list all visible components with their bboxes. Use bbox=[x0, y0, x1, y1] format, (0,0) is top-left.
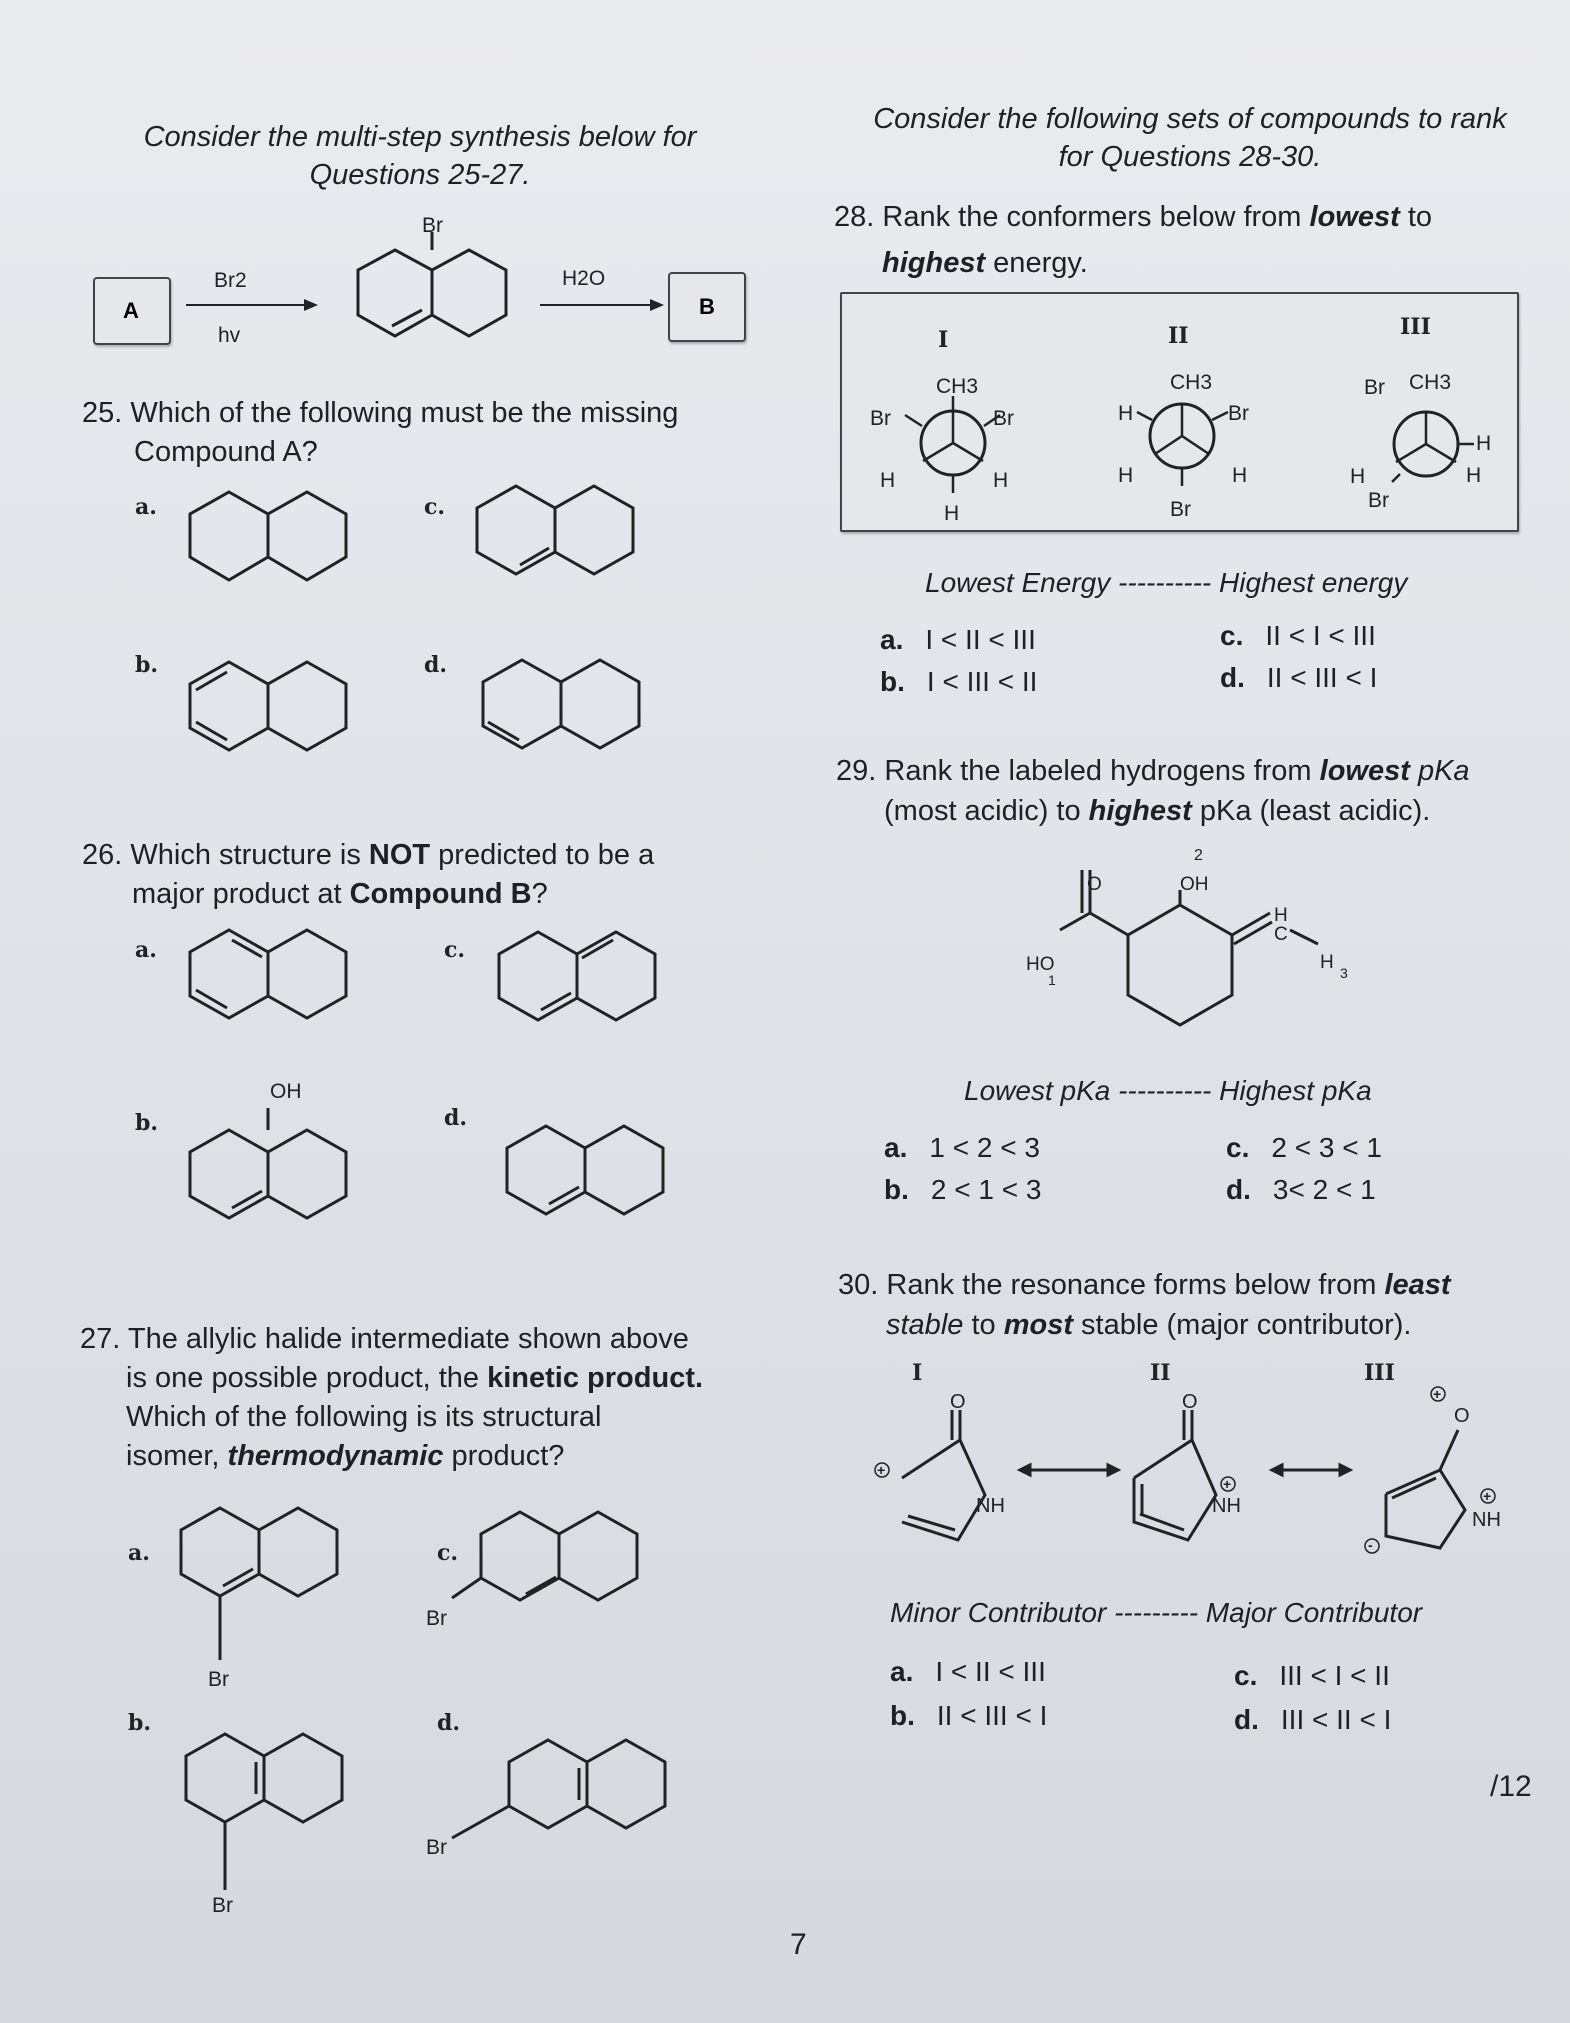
q29-scale: Lowest pKa ---------- Highest pKa bbox=[964, 1075, 1372, 1106]
q29-line2: (most acidic) to highest pKa (least acidic). bbox=[884, 795, 1431, 827]
q26-line2: major product at Compound B? bbox=[132, 878, 548, 910]
q28-answer-b[interactable]: b. I < III < II bbox=[880, 666, 1038, 697]
compound-b-box: B bbox=[668, 272, 746, 342]
svg-text:HO: HO bbox=[1026, 954, 1055, 975]
q28-scale: Lowest Energy ---------- Highest energy bbox=[925, 567, 1408, 598]
q28-text: 28. Rank the conformers below from lowest to bbox=[834, 201, 1433, 233]
svg-text:Br: Br bbox=[208, 1668, 229, 1691]
q25-option-a[interactable]: a. bbox=[135, 494, 157, 520]
q30-line2: stable to most stable (major contributor). bbox=[886, 1309, 1412, 1341]
q25-option-b[interactable]: b. bbox=[135, 652, 159, 678]
q27-line3: Which of the following is its structural bbox=[126, 1401, 602, 1433]
svg-text:H: H bbox=[1232, 464, 1248, 487]
q30-answer-b[interactable]: b. II < III < I bbox=[890, 1700, 1048, 1731]
q27-option-c[interactable]: c. bbox=[437, 1540, 459, 1566]
q27-text: 27. The allylic halide intermediate shown above bbox=[80, 1323, 689, 1355]
compound-a-box: A bbox=[93, 277, 171, 345]
svg-text:+: + bbox=[1483, 1488, 1492, 1504]
svg-text:H: H bbox=[1466, 464, 1482, 487]
q28-line2: highest energy. bbox=[882, 247, 1088, 279]
svg-text:Br: Br bbox=[870, 407, 891, 430]
svg-text:Br: Br bbox=[426, 1607, 447, 1630]
svg-text:III: III bbox=[1364, 1360, 1395, 1386]
svg-text:H: H bbox=[1118, 464, 1134, 487]
svg-text:2: 2 bbox=[1194, 847, 1203, 864]
svg-text:H: H bbox=[944, 502, 960, 525]
svg-text:Br: Br bbox=[1170, 498, 1191, 521]
q30-answer-a[interactable]: a. I < II < III bbox=[890, 1656, 1046, 1687]
q26-option-b[interactable]: b. bbox=[135, 1110, 159, 1136]
q30-answer-c[interactable]: c. III < I < II bbox=[1234, 1660, 1390, 1691]
q27-line2: is one possible product, the kinetic product. bbox=[126, 1362, 704, 1394]
svg-text:OH: OH bbox=[1180, 874, 1209, 895]
q26-option-d[interactable]: d. bbox=[444, 1105, 468, 1131]
reagent-br2: Br2 bbox=[214, 269, 247, 292]
q28-answer-a[interactable]: a. I < II < III bbox=[880, 624, 1036, 655]
q26-option-c[interactable]: c. bbox=[444, 937, 466, 963]
page-number: 7 bbox=[790, 1928, 807, 1961]
svg-text:O: O bbox=[1182, 1391, 1198, 1413]
svg-text:H: H bbox=[1476, 432, 1492, 455]
svg-text:+: + bbox=[877, 1462, 886, 1478]
svg-text:H: H bbox=[880, 469, 896, 492]
svg-text:H: H bbox=[1320, 952, 1334, 973]
q28-answer-d[interactable]: d. II < III < I bbox=[1220, 662, 1378, 693]
q29-answer-d[interactable]: d. 3< 2 < 1 bbox=[1226, 1174, 1376, 1205]
q29-answer-b[interactable]: b. 2 < 1 < 3 bbox=[884, 1174, 1042, 1205]
svg-text:NH: NH bbox=[1472, 1509, 1501, 1531]
svg-text:Br: Br bbox=[1228, 402, 1249, 425]
svg-text:Br: Br bbox=[993, 407, 1014, 430]
q26-text: 26. Which structure is NOT predicted to be a bbox=[82, 839, 655, 871]
svg-text:CH3: CH3 bbox=[1170, 371, 1213, 394]
svg-text:O: O bbox=[1454, 1405, 1470, 1427]
svg-text:C: C bbox=[1274, 924, 1288, 945]
svg-text:Br: Br bbox=[422, 214, 443, 237]
svg-text:O: O bbox=[1087, 874, 1102, 895]
q25-option-c[interactable]: c. bbox=[424, 494, 446, 520]
svg-text:Br: Br bbox=[212, 1894, 233, 1917]
svg-text:CH3: CH3 bbox=[936, 375, 979, 398]
q25-option-d[interactable]: d. bbox=[424, 652, 448, 678]
q29-answer-c[interactable]: c. 2 < 3 < 1 bbox=[1226, 1132, 1382, 1163]
svg-text:O: O bbox=[950, 1391, 966, 1413]
q27-line4: isomer, thermodynamic product? bbox=[126, 1440, 565, 1472]
reagent-hv: hv bbox=[218, 324, 241, 347]
svg-text:I: I bbox=[938, 327, 949, 353]
svg-text:+: + bbox=[1223, 1476, 1232, 1492]
q30-scale: Minor Contributor --------- Major Contributor bbox=[890, 1597, 1423, 1628]
q27-option-a[interactable]: a. bbox=[128, 1540, 150, 1566]
q29-text: 29. Rank the labeled hydrogens from lowest pKa bbox=[836, 755, 1470, 787]
svg-text:3: 3 bbox=[1340, 965, 1348, 981]
svg-text:Br: Br bbox=[1364, 376, 1385, 399]
left-header: Consider the multi-step synthesis below for Questions 25-27. bbox=[143, 121, 697, 191]
svg-text:Br: Br bbox=[1368, 489, 1389, 512]
q29-answer-a[interactable]: a. 1 < 2 < 3 bbox=[884, 1132, 1040, 1163]
svg-text:NH: NH bbox=[976, 1495, 1005, 1517]
svg-text:H: H bbox=[1118, 402, 1134, 425]
q27-option-b[interactable]: b. bbox=[128, 1710, 152, 1736]
svg-text:+: + bbox=[1433, 1386, 1442, 1402]
score: /12 bbox=[1490, 1770, 1532, 1803]
svg-text:OH: OH bbox=[270, 1080, 302, 1103]
q26-option-a[interactable]: a. bbox=[135, 937, 157, 963]
svg-text:III: III bbox=[1400, 314, 1431, 340]
right-header: Consider the following sets of compounds to rank for Questions 28-30. bbox=[873, 103, 1507, 173]
svg-text:NH: NH bbox=[1212, 1495, 1241, 1517]
q28-answer-c[interactable]: c. II < I < III bbox=[1220, 620, 1376, 651]
q30-answer-d[interactable]: d. III < II < I bbox=[1234, 1704, 1392, 1735]
svg-text:H: H bbox=[1350, 465, 1366, 488]
svg-text:I: I bbox=[912, 1360, 923, 1386]
svg-text:CH3: CH3 bbox=[1409, 371, 1452, 394]
svg-text:1: 1 bbox=[1048, 972, 1056, 988]
svg-text:II: II bbox=[1168, 323, 1189, 349]
svg-text:II: II bbox=[1150, 1360, 1171, 1386]
q27-option-d[interactable]: d. bbox=[437, 1710, 461, 1736]
reagent-h2o: H2O bbox=[562, 267, 606, 290]
q30-text: 30. Rank the resonance forms below from least bbox=[838, 1269, 1451, 1301]
svg-text:-: - bbox=[1368, 1537, 1373, 1553]
svg-text:Br: Br bbox=[426, 1836, 447, 1859]
q25-text: 25. Which of the following must be the missing bbox=[82, 397, 679, 429]
q25-line2: Compound A? bbox=[134, 436, 318, 468]
svg-text:H: H bbox=[1274, 905, 1288, 926]
svg-text:H: H bbox=[993, 469, 1009, 492]
